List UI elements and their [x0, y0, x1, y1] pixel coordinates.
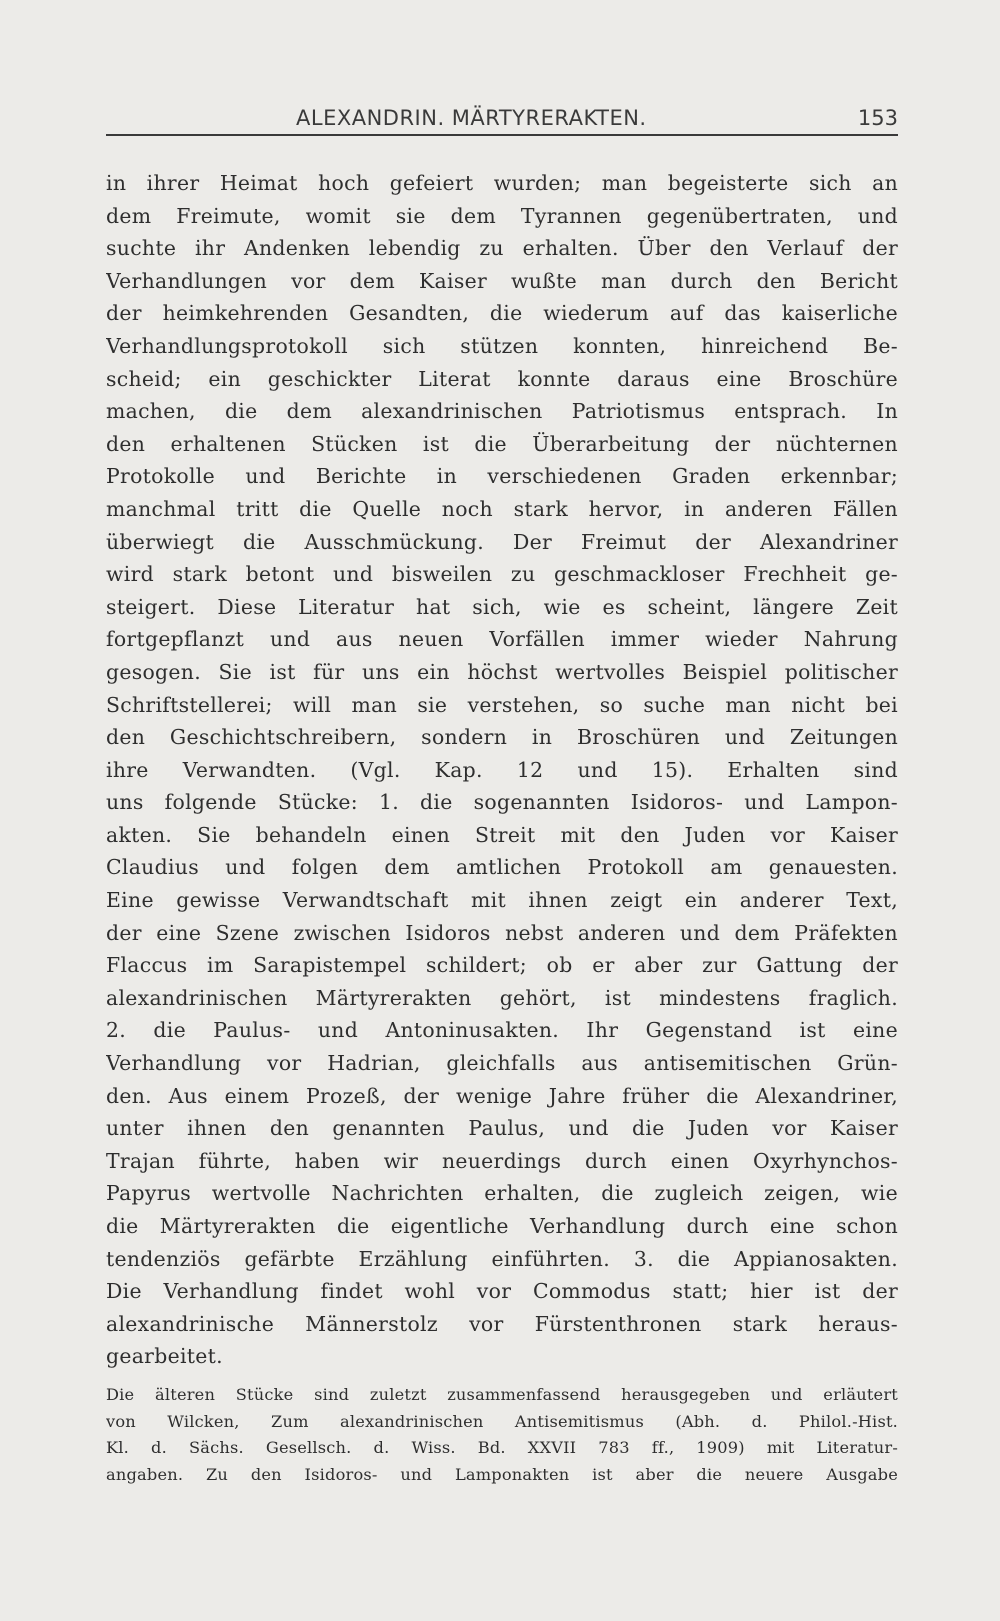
text-line: überwiegt die Ausschmückung. Der Freimut der Alexandriner — [106, 529, 898, 554]
text-line: den erhaltenen Stücken ist die Überarbeitung der nüchternen — [106, 431, 898, 456]
page-header — [106, 106, 898, 136]
text-line: Protokolle und Berichte in verschiedenen Graden erkennbar; — [106, 464, 898, 489]
footnote-line: von Wilcken, Zum alexandrinischen Antisemitismus (Abh. d. Philol.-Hist. — [106, 1411, 898, 1431]
text-line: suchte ihr Andenken lebendig zu erhalten. Über den Verlauf der — [106, 236, 898, 261]
text-line: Claudius und folgen dem amtlichen Protokoll am genauesten. — [106, 855, 898, 880]
text-line: alexandrinische Männerstolz vor Fürstenthronen stark heraus- — [106, 1311, 898, 1336]
footnote — [106, 1382, 898, 1489]
text-line: unter ihnen den genannten Paulus, und die Juden vor Kaiser — [106, 1116, 898, 1141]
text-line: wird stark betont und bisweilen zu geschmackloser Frechheit ge- — [106, 562, 898, 587]
footnote-line: Die älteren Stücke sind zuletzt zusammenfassend herausgegeben und erläutert — [106, 1385, 898, 1404]
text-line: fortgepflanzt und aus neuen Vorfällen immer wieder Nahrung — [106, 627, 898, 652]
text-line: Eine gewisse Verwandtschaft mit ihnen zeigt ein anderer Text, — [106, 888, 898, 913]
text-line: Verhandlungen vor dem Kaiser wußte man durch den Bericht — [106, 268, 898, 293]
text-line: Flaccus im Sarapistempel schildert; ob er aber zur Gattung der — [106, 953, 898, 978]
page-number: 153 — [857, 106, 898, 130]
text-line: Verhandlung vor Hadrian, gleichfalls aus antisemitischen Grün- — [106, 1051, 898, 1076]
text-line: uns folgende Stücke: 1. die sogenannten Isidoros- und Lampon- — [106, 790, 898, 815]
text-line: manchmal tritt die Quelle noch stark hervor, in anderen Fällen — [106, 496, 898, 521]
running-title: ALEXANDRIN. MÄRTYRERAKTEN. — [296, 106, 647, 130]
text-line: der heimkehrenden Gesandten, die wiederum auf das kaiserliche — [106, 301, 898, 326]
text-line: der eine Szene zwischen Isidoros nebst anderen und dem Präfekten — [106, 920, 898, 945]
text-line: den Geschichtschreibern, sondern in Broschüren und Zeitungen — [106, 725, 898, 750]
text-line: dem Freimute, womit sie dem Tyrannen gegenübertraten, und — [106, 203, 898, 228]
footnote-line: Kl. d. Sächs. Gesellsch. d. Wiss. Bd. XXVII 783 ff., 1909) mit Literatur- — [106, 1438, 898, 1458]
main-text — [106, 167, 898, 1373]
text-line: Verhandlungsprotokoll sich stützen konnten, hinreichend Be- — [106, 333, 898, 358]
text-line: 2. die Paulus- und Antoninusakten. Ihr Gegenstand ist eine — [106, 1018, 898, 1043]
footnote-line: angaben. Zu den Isidoros- und Lamponakten ist aber die neuere Ausgabe — [106, 1465, 898, 1485]
text-line: tendenziös gefärbte Erzählung einführten. 3. die Appianosakten. — [106, 1246, 898, 1271]
text-line: scheid; ein geschickter Literat konnte daraus eine Broschüre — [106, 366, 898, 391]
text-line: alexandrinischen Märtyrerakten gehört, ist mindestens fraglich. — [106, 985, 898, 1010]
text-line: Trajan führte, haben wir neuerdings durch einen Oxyrhynchos- — [106, 1148, 898, 1173]
text-line: Papyrus wertvolle Nachrichten erhalten, die zugleich zeigen, wie — [106, 1181, 898, 1206]
text-line: akten. Sie behandeln einen Streit mit den Juden vor Kaiser — [106, 822, 898, 847]
text-line: ihre Verwandten. (Vgl. Kap. 12 und 15). Erhalten sind — [106, 757, 898, 782]
text-line: Schriftstellerei; will man sie verstehen, so suche man nicht bei — [106, 692, 898, 717]
text-line: den. Aus einem Prozeß, der wenige Jahre früher die Alexandriner, — [106, 1083, 898, 1108]
text-line: Die Verhandlung findet wohl vor Commodus statt; hier ist der — [106, 1279, 898, 1304]
text-line: in ihrer Heimat hoch gefeiert wurden; man begeisterte sich an — [106, 171, 898, 195]
text-line: gearbeitet. — [106, 1344, 223, 1369]
text-line: steigert. Diese Literatur hat sich, wie es scheint, längere Zeit — [106, 594, 898, 619]
text-line: gesogen. Sie ist für uns ein höchst wertvolles Beispiel politischer — [106, 659, 898, 684]
text-line: die Märtyrerakten die eigentliche Verhandlung durch eine schon — [106, 1214, 898, 1238]
text-line: machen, die dem alexandrinischen Patriotismus entsprach. In — [106, 399, 898, 424]
